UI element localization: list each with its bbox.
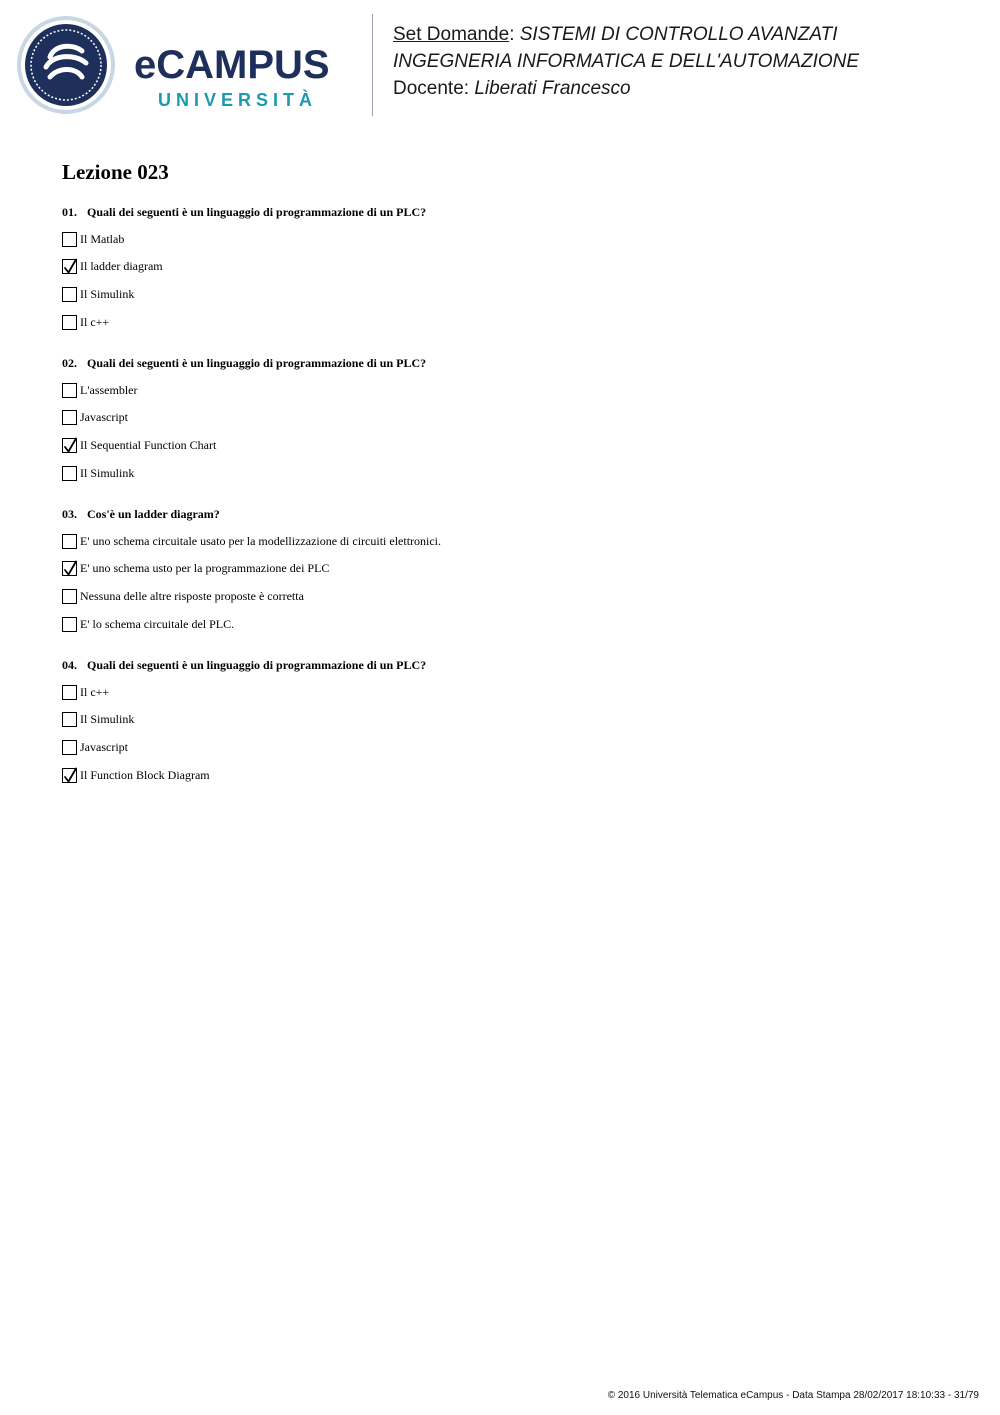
question-number: 04. (62, 658, 77, 672)
checkbox-icon[interactable] (62, 712, 77, 727)
question-title (62, 354, 962, 372)
question-title (62, 505, 962, 523)
answer-label: Il Simulink (80, 712, 135, 727)
ecampus-seal-logo (16, 15, 116, 115)
checkbox-icon[interactable] (62, 534, 77, 549)
checkbox-icon[interactable] (62, 315, 77, 330)
question-block (62, 505, 962, 642)
question-title (62, 203, 962, 221)
answer-option[interactable] (62, 682, 962, 702)
answer-label: Il ladder diagram (80, 259, 163, 274)
answer-label: Javascript (80, 740, 128, 755)
page-header (0, 0, 1000, 120)
checkmark-icon (63, 258, 79, 275)
answer-label: Il Function Block Diagram (80, 767, 210, 782)
answer-option[interactable] (62, 285, 962, 305)
answer-label: L'assembler (80, 382, 138, 397)
answer-label: Javascript (80, 410, 128, 425)
question-number: 01. (62, 205, 77, 219)
answer-option[interactable] (62, 463, 962, 483)
teacher-label: Docente: (393, 78, 475, 99)
question-block (62, 203, 962, 340)
answer-label: Il c++ (80, 314, 110, 329)
checkbox-icon[interactable] (62, 232, 77, 247)
answer-option[interactable] (62, 559, 962, 579)
checkbox-icon[interactable] (62, 410, 77, 425)
answer-label: E' lo schema circuitale del PLC. (80, 616, 235, 631)
answer-option[interactable] (62, 531, 962, 551)
answer-option[interactable] (62, 614, 962, 634)
answer-option[interactable] (62, 710, 962, 730)
logo-subtitle-text: UNIVERSITÀ (158, 90, 318, 110)
ecampus-wordmark-logo (132, 40, 362, 114)
header-divider (372, 14, 373, 116)
checked-checkbox-icon[interactable] (62, 561, 77, 576)
set-label: Set Domande (393, 24, 510, 45)
course-name: SISTEMI DI CONTROLLO AVANZATI (519, 24, 838, 45)
checkmark-icon (63, 767, 79, 784)
question-text: Quali dei seguenti è un linguaggio di programmazione di un PLC? (87, 205, 427, 219)
answer-option[interactable] (62, 312, 962, 332)
question-text: Quali dei seguenti è un linguaggio di programmazione di un PLC? (87, 658, 427, 672)
answer-label: Nessuna delle altre risposte proposte è corretta (80, 589, 304, 604)
checkmark-icon (63, 560, 79, 577)
answer-label: Il Matlab (80, 231, 125, 246)
answer-label: Il c++ (80, 684, 110, 699)
answer-label: Il Simulink (80, 465, 135, 480)
header-info (393, 21, 859, 102)
degree-name: INGEGNERIA INFORMATICA E DELL'AUTOMAZIONE (393, 51, 860, 72)
checkbox-icon[interactable] (62, 589, 77, 604)
question-block (62, 656, 962, 793)
checkbox-icon[interactable] (62, 383, 77, 398)
answer-label: Il Sequential Function Chart (80, 438, 217, 453)
lesson-title: Lezione 023 (62, 160, 169, 184)
answer-label: E' uno schema circuitale usato per la modellizzazione di circuiti elettronici. (80, 533, 442, 548)
checkbox-icon[interactable] (62, 466, 77, 481)
checkbox-icon[interactable] (62, 685, 77, 700)
question-text: Cos'è un ladder diagram? (87, 507, 220, 521)
checked-checkbox-icon[interactable] (62, 259, 77, 274)
answer-option[interactable] (62, 408, 962, 428)
answer-option[interactable] (62, 587, 962, 607)
answer-label: Il Simulink (80, 287, 135, 302)
question-title (62, 656, 962, 674)
teacher-name: Liberati Francesco (474, 78, 631, 99)
set-separator: : (509, 24, 520, 45)
question-text: Quali dei seguenti è un linguaggio di programmazione di un PLC? (87, 356, 427, 370)
checkbox-icon[interactable] (62, 740, 77, 755)
checked-checkbox-icon[interactable] (62, 438, 77, 453)
checkmark-icon (63, 437, 79, 454)
header-line-teacher (393, 75, 859, 102)
question-block (62, 354, 962, 491)
answer-option[interactable] (62, 436, 962, 456)
checkbox-icon[interactable] (62, 617, 77, 632)
logo-brand-text: eCAMPUS (134, 43, 330, 87)
answer-option[interactable] (62, 765, 962, 785)
header-line-course (393, 21, 859, 48)
answer-option[interactable] (62, 229, 962, 249)
answer-option[interactable] (62, 380, 962, 400)
answer-label: E' uno schema usto per la programmazione dei PLC (80, 561, 330, 576)
question-number: 03. (62, 507, 77, 521)
checked-checkbox-icon[interactable] (62, 768, 77, 783)
question-number: 02. (62, 356, 77, 370)
checkbox-icon[interactable] (62, 287, 77, 302)
answer-option[interactable] (62, 257, 962, 277)
page-footer: © 2016 Università Telematica eCampus - Data Stampa 28/02/2017 18:10:33 - 31/79 (607, 1390, 979, 1401)
answer-option[interactable] (62, 738, 962, 758)
